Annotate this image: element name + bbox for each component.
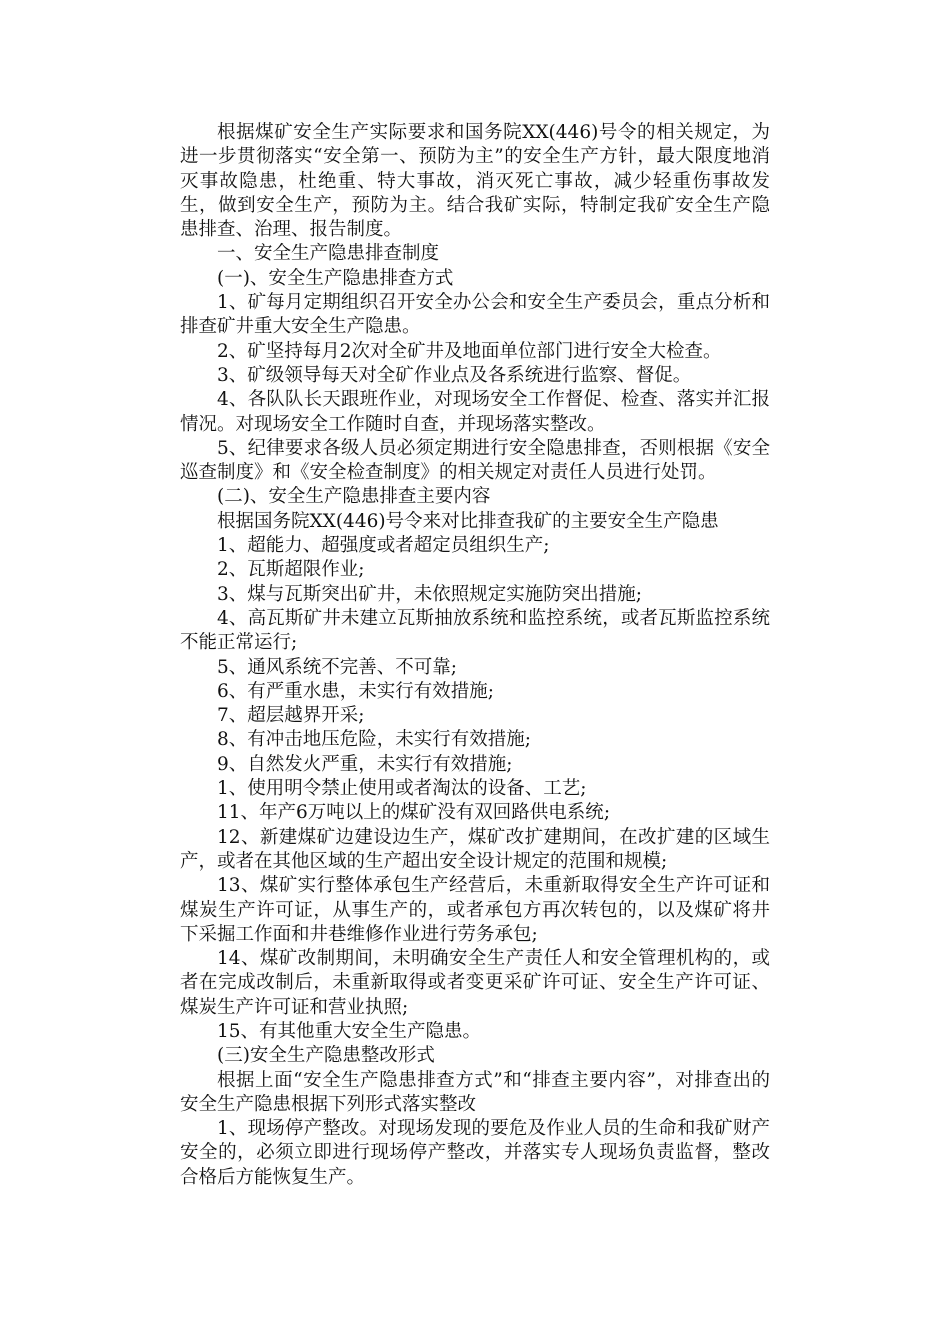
list-item: 2、矿坚持每月2次对全矿井及地面单位部门进行安全大检查。	[217, 340, 722, 362]
list-item: 1、现场停产整改。对现场发现的要危及作业人员的生命和我矿财产安全的，必须立即进行现场停产整改，并落实专人现场负责监督，整改合格后方能恢复生产。	[180, 1118, 770, 1188]
list-item: 5、纪律要求各级人员必须定期进行安全隐患排查，否则根据《安全巡查制度》和《安全检查制度》的相关规定对责任人员进行处罚。	[180, 437, 770, 484]
section-heading: 一、安全生产隐患排查制度	[217, 243, 440, 265]
intro-paragraph: 根据煤矿安全生产实际要求和国务院XX(446)号令的相关规定，为进一步贯彻落实“安全第一、预防为主”的安全生产方针，最大限度地消灭事故隐患，杜绝重、特大事故，消灭死亡事故，减少轻重伤事故发生，做到安全生产，预防为主。结合我矿实际，特制定我矿安全生产隐患排查、治理、报告制度。	[180, 122, 770, 241]
list-item: 12、新建煤矿边建设边生产，煤矿改扩建期间，在改扩建的区域生产，或者在其他区域的生产超出安全设计规定的范围和规模;	[180, 826, 770, 872]
list-item: 1、使用明令禁止使用或者淘汰的设备、工艺;	[217, 778, 587, 800]
list-item: 11、年产6万吨以上的煤矿没有双回路供电系统;	[217, 802, 611, 824]
list-item: 5、通风系统不完善、不可靠;	[217, 656, 458, 678]
list-item: 14、煤矿改制期间，未明确安全生产责任人和安全管理机构的，或者在完成改制后，未重新取得或者变更采矿许可证、安全生产许可证、煤炭生产许可证和营业执照;	[180, 948, 770, 1018]
list-item: 7、超层越界开采;	[217, 705, 365, 727]
document-page	[180, 121, 770, 1190]
subsection-heading: (二)、安全生产隐患排查主要内容	[217, 486, 491, 508]
list-item: 3、煤与瓦斯突出矿井，未依照规定实施防突出措施;	[217, 583, 643, 605]
list-item: 6、有严重水患，未实行有效措施;	[217, 680, 495, 702]
body-paragraph: 根据上面“安全生产隐患排查方式”和“排查主要内容”，对排查出的安全生产隐患根据下列形式落实整改	[180, 1069, 770, 1115]
subsection-heading: (一)、安全生产隐患排查方式	[217, 267, 454, 289]
list-item: 13、煤矿实行整体承包生产经营后，未重新取得安全生产许可证和煤炭生产许可证，从事生产的，或者承包方再次转包的，以及煤矿将井下采掘工作面和井巷维修作业进行劳务承包;	[180, 875, 770, 945]
list-item: 4、高瓦斯矿井未建立瓦斯抽放系统和监控系统，或者瓦斯监控系统不能正常运行;	[180, 607, 770, 654]
list-item: 1、超能力、超强度或者超定员组织生产;	[217, 535, 550, 557]
subsection-heading: (三)安全生产隐患整改形式	[217, 1045, 435, 1067]
list-item: 4、各队队长天跟班作业，对现场安全工作督促、检查、落实并汇报情况。对现场安全工作随时自查，并现场落实整改。	[180, 389, 770, 435]
list-item: 2、瓦斯超限作业;	[217, 559, 365, 581]
list-item: 8、有冲击地压危险，未实行有效措施;	[217, 729, 532, 751]
list-item: 9、自然发火严重，未实行有效措施;	[217, 753, 513, 775]
list-item: 15、有其他重大安全生产隐患。	[217, 1020, 482, 1042]
body-paragraph: 根据国务院XX(446)号令来对比排查我矿的主要安全生产隐患	[217, 510, 719, 532]
list-item: 3、矿级领导每天对全矿作业点及各系统进行监察、督促。	[217, 364, 692, 386]
list-item: 1、矿每月定期组织召开安全办公会和安全生产委员会，重点分析和排查矿井重大安全生产隐患。	[180, 292, 770, 338]
